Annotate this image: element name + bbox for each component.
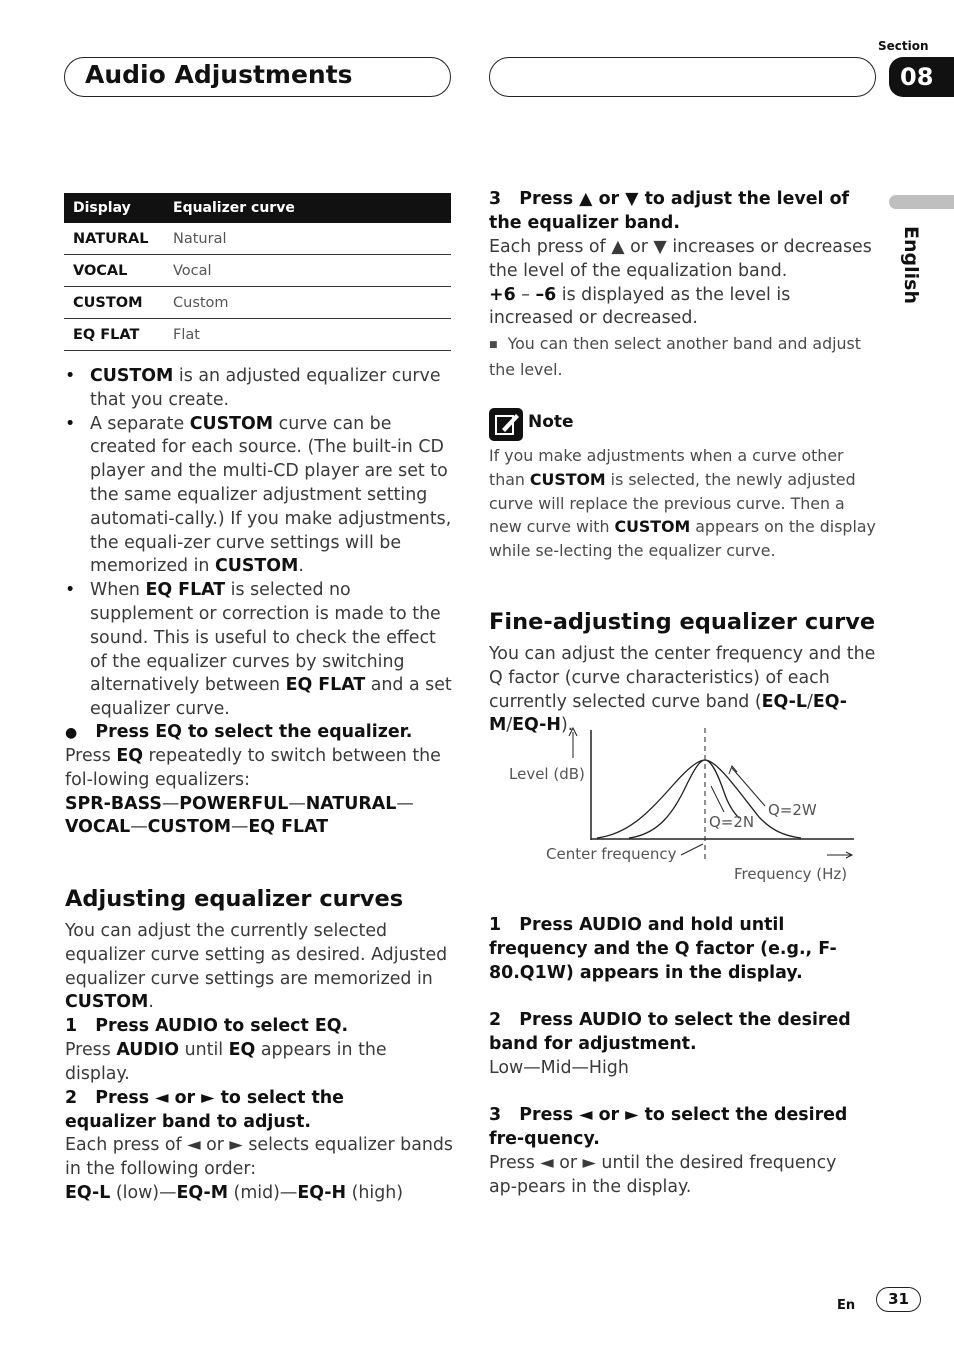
step3-body: Each press of ▲ or ▼ increases or decreases the level of the equalization band. +6 – –6 is displayed as the level is increased or decreased.	[489, 237, 872, 329]
wide-q-curve	[597, 760, 801, 838]
fine-heading: Fine-adjusting equalizer curve	[489, 609, 876, 635]
press-eq-body: Press EQ repeatedly to switch between the fol-lowing equalizers: SPR-BASS—POWERFUL—NATURAL— VOCAL—CUSTOM—EQ FLAT	[65, 746, 441, 838]
custom-bullets	[65, 365, 452, 722]
header-blank-frame	[489, 57, 876, 97]
center-frequency-label: Center frequency	[546, 845, 677, 863]
fine-step3-body: Press ◄ or ► until the desired frequency ap-pears in the display.	[489, 1153, 837, 1197]
center-pointer	[681, 844, 703, 855]
adjusting-heading: Adjusting equalizer curves	[65, 886, 404, 912]
step1-body: Press AUDIO until EQ appears in the display.	[65, 1040, 387, 1084]
q2w-pointer	[732, 768, 765, 806]
section-label: Section	[878, 39, 929, 53]
table-cell-curve: Custom	[164, 287, 451, 319]
step3-heading: 3 Press ▲ or ▼ to adjust the level of the equalizer band.	[489, 189, 856, 233]
adjusting-intro: You can adjust the currently selected equalizer curve setting as desired. Adjusted equalizer curve settings are memorized in CUSTOM.	[65, 921, 448, 1013]
step1-heading: 1 Press AUDIO to select EQ.	[65, 1016, 349, 1036]
list-item: • When EQ FLAT is selected no supplement or correction is made to the sound. This is useful to check the effect of the equalizer curves by switching alternatively between EQ FLAT and a set equalizer curve.	[65, 579, 452, 722]
table-row	[64, 287, 451, 319]
step2-body: Each press of ◄ or ► selects equalizer bands in the following order: EQ-L (low)—EQ-M (mid)—EQ-H (high)	[65, 1135, 453, 1203]
fine-step2-body: Low—Mid—High	[489, 1058, 629, 1078]
q2w-label: Q=2W	[768, 801, 817, 819]
table-cell-curve: Natural	[164, 223, 451, 255]
page-number: 31	[876, 1287, 921, 1312]
section-number: 08	[889, 57, 954, 97]
q-factor-diagram	[489, 722, 869, 892]
fine-intro: You can adjust the center frequency and the Q factor (curve characteristics) of each currently selected curve band (EQ-L/EQ-M/EQ-H).	[489, 644, 876, 736]
press-eq-heading: ● Press EQ to select the equalizer.	[65, 722, 413, 742]
note-icon	[489, 408, 523, 441]
table-row	[64, 223, 451, 255]
fine-step2-heading: 2 Press AUDIO to select the desired band for adjustment.	[489, 1010, 857, 1054]
fine-step3-heading: 3 Press ◄ or ► to select the desired fre-quency.	[489, 1105, 854, 1149]
table-cell-display: NATURAL	[64, 223, 164, 255]
language-label: English	[900, 226, 922, 304]
note-body: If you make adjustments when a curve other than CUSTOM is selected, the newly adjusted curve will replace the previous curve. Then a new curve with CUSTOM appears on the display while se-lecting the equalizer curve.	[489, 446, 876, 561]
table-row	[64, 255, 451, 287]
footer-language: En	[837, 1298, 856, 1313]
table-cell-display: VOCAL	[64, 255, 164, 287]
table-cell-display: EQ FLAT	[64, 319, 164, 351]
fine-step1-heading: 1 Press AUDIO and hold until frequency and the Q factor (e.g., F- 80.Q1W) appears in the display.	[489, 915, 843, 983]
table-header-curve: Equalizer curve	[164, 193, 451, 223]
page-title: Audio Adjustments	[85, 60, 353, 89]
step3-note: ■ You can then select another band and adjust the level.	[489, 334, 861, 379]
level-label: Level (dB)	[509, 765, 585, 783]
note-title: Note	[528, 412, 574, 432]
table-cell-curve: Vocal	[164, 255, 451, 287]
table-cell-curve: Flat	[164, 319, 451, 351]
language-tab	[889, 195, 954, 209]
table-cell-display: CUSTOM	[64, 287, 164, 319]
q2n-label: Q=2N	[709, 813, 755, 831]
equalizer-table	[64, 193, 451, 351]
q2n-pointer	[711, 786, 724, 812]
table-row	[64, 319, 451, 351]
frequency-label: Frequency (Hz)	[734, 865, 848, 883]
table-header-display: Display	[64, 193, 164, 223]
step2-heading: 2 Press ◄ or ► to select the equalizer band to adjust.	[65, 1088, 351, 1132]
list-item: • A separate CUSTOM curve can be created for each source. (The built-in CD player and the multi-CD player are set to the same equalizer adjustment setting automati-cally.) If you make adjustments, the equali-zer curve settings will be memorized in CUSTOM.	[65, 413, 452, 580]
list-item: • CUSTOM is an adjusted equalizer curve that you create.	[65, 365, 452, 413]
